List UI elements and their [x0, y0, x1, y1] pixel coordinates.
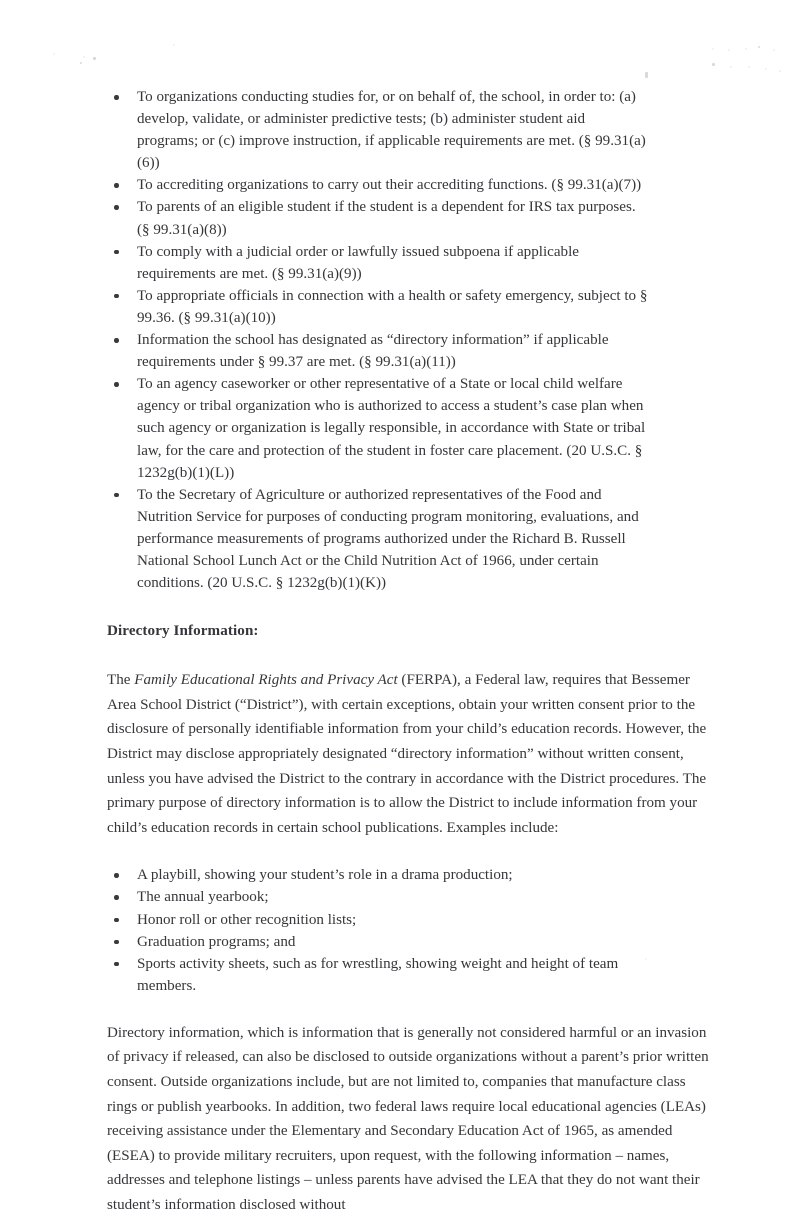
list-item-text: To parents of an eligible student if the student is a dependent for IRS tax purposes. (§ 99.31(a)(8)) [137, 199, 636, 238]
list-item-text: Information the school has designated as “directory information” if applicable requirements under § 99.37 are met. (§ 99.31(a)(11)) [137, 332, 609, 371]
scan-speck [758, 46, 760, 48]
list-item-text: To comply with a judicial order or lawfully issued subpoena if applicable requirements are met. (§ 99.31(a)(9)) [137, 243, 579, 282]
scan-speck [712, 63, 715, 66]
intro-prefix-text: The [107, 672, 135, 689]
list-item [107, 931, 674, 953]
directory-information-heading: Directory Information: [107, 623, 259, 640]
scan-speck [53, 53, 55, 55]
list-item-text: Graduation programs; and [137, 933, 296, 950]
list-item [107, 86, 648, 174]
spacer [107, 594, 714, 620]
scan-speck [93, 57, 96, 60]
scan-speck [80, 62, 82, 64]
list-item-text: To an agency caseworker or other representative of a State or local child welfare agency or tribal organization who is authorized to access a student’s case plan when such agency or organization is legally responsible, in accordance with State or tribal law, for the care and protection of the student in foster care placement. (20 U.S.C. § 1232g(b)(1)(L)) [137, 376, 646, 481]
disclosure-exceptions-list [107, 86, 648, 594]
scan-speck [645, 72, 648, 78]
list-item [107, 886, 674, 908]
list-item-text: The annual yearbook; [137, 889, 269, 906]
directory-information-closing-paragraph: Directory information, which is information that is generally not considered harmful or an invasion of privacy if released, can also be disclosed to outside organizations without a parent’s prior written consent. Outside organizations include, but are not limited to, companies that manufacture class rings or publish yearbooks. In addition, two federal laws require local educational agencies (LEAs) receiving assistance under the Elementary and Secondary Education Act of 1965, as amended (ESEA) to provide military recruiters, upon request, with the following information – names, addresses and telephone listings – unless parents have advised the LEA that they do not want their student’s information disclosed without [107, 1024, 709, 1214]
list-item [107, 373, 648, 483]
scan-speck [773, 49, 775, 51]
document-content [107, 86, 714, 1218]
list-item-text: Sports activity sheets, such as for wrestling, showing weight and height of team members. [137, 955, 619, 994]
scan-speck [779, 70, 781, 72]
list-item [107, 864, 674, 886]
list-item-text: A playbill, showing your student’s role in a drama production; [137, 867, 513, 884]
scan-speck [765, 68, 767, 70]
list-item [107, 329, 648, 373]
list-item-text: To appropriate officials in connection with a health or safety emergency, subject to § 99.36. (§ 99.31(a)(10)) [137, 287, 648, 326]
list-item-text: To organizations conducting studies for, or on behalf of, the school, in order to: (a) develop, validate, or administer predictive tests; (b) administer student aid programs; or (c) improve instruction, if applicable requirements are met. (§ 99.31(a)(6)) [137, 89, 646, 172]
list-item [107, 909, 674, 931]
list-item [107, 484, 648, 594]
scan-speck [748, 66, 750, 68]
list-item [107, 196, 648, 240]
spacer [107, 642, 714, 668]
scan-speck [83, 56, 85, 58]
directory-information-intro-paragraph [107, 668, 714, 840]
list-item-text: Honor roll or other recognition lists; [137, 911, 357, 928]
list-item-text: To accrediting organizations to carry out their accrediting functions. (§ 99.31(a)(7)) [137, 177, 642, 194]
scan-speck [730, 66, 732, 68]
list-item [107, 174, 648, 196]
scan-speck [728, 49, 730, 51]
list-item-text: To the Secretary of Agriculture or authorized representatives of the Food and Nutrition Service for purposes of conducting program monitoring, evaluations, and performance measurements of programs authorized under the Richard B. Russell National School Lunch Act or the Child Nutrition Act of 1966, under certain conditions. (20 U.S.C. § 1232g(b)(1)(K)) [137, 486, 639, 592]
list-item [107, 241, 648, 285]
spacer [107, 840, 714, 864]
directory-information-examples-list [107, 864, 674, 997]
list-item [107, 285, 648, 329]
scan-speck [173, 44, 175, 46]
ferpa-act-title: Family Educational Rights and Privacy Act [134, 672, 398, 689]
list-item [107, 953, 674, 997]
scan-speck [745, 48, 747, 50]
intro-rest-text: (FERPA), a Federal law, requires that Bessemer Area School District (“District”), with certain exceptions, obtain your written consent prior to the disclosure of personally identifiable information from your child’s education records. However, the District may disclose appropriately designated “directory information” without written consent, unless you have advised the District to the contrary in accordance with the District procedures. The primary purpose of directory information is to allow the District to include information from your child’s education records in certain school publications. Examples include: [107, 672, 707, 836]
scan-speck [712, 48, 714, 50]
spacer [107, 997, 714, 1021]
